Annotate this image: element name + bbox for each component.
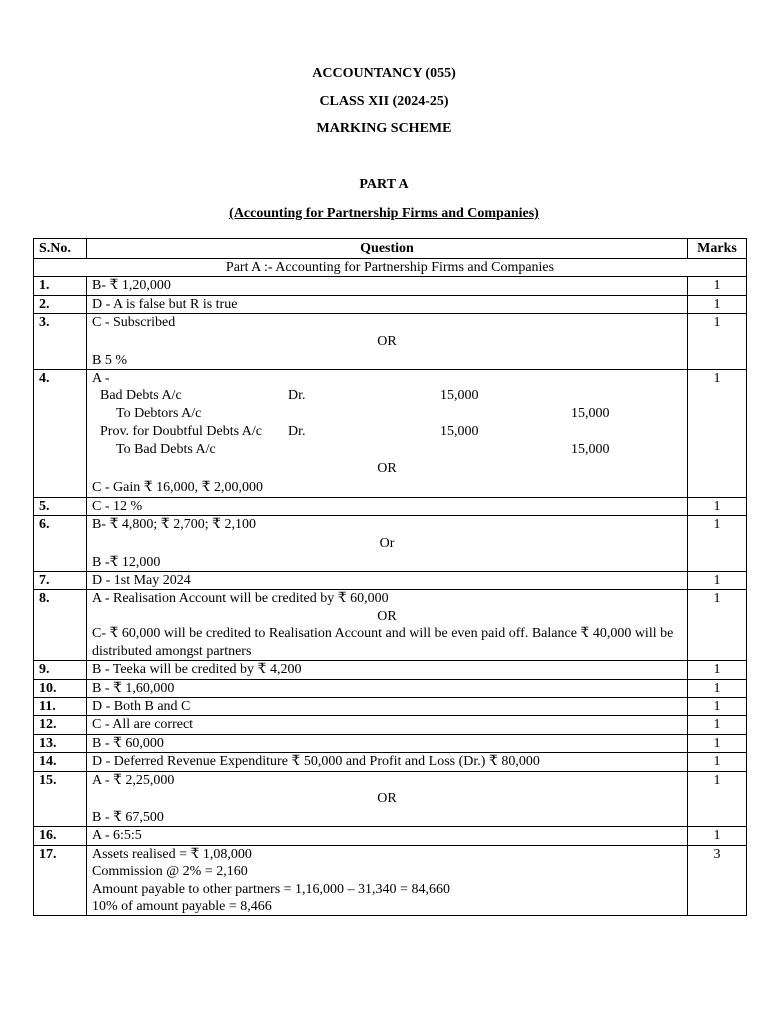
table-row-6 bbox=[34, 516, 747, 572]
journal-account: To Debtors A/c bbox=[116, 406, 202, 422]
row-marks: 1 bbox=[688, 370, 747, 498]
table-row-11 bbox=[34, 697, 747, 715]
column-header-marks: Marks bbox=[688, 239, 747, 259]
document-title: MARKING SCHEME bbox=[316, 121, 452, 136]
row-answer-cell bbox=[87, 590, 688, 661]
row-answer: B - Teeka will be credited by ₹ 4,200 bbox=[87, 661, 688, 679]
journal-account: Prov. for Doubtful Debts A/c bbox=[100, 424, 263, 440]
row-marks: 1 bbox=[688, 516, 747, 572]
or-separator: OR bbox=[377, 461, 397, 477]
journal-debit-amount: 15,000 bbox=[440, 424, 479, 440]
table-row-10 bbox=[34, 679, 747, 697]
row-answer-cell bbox=[87, 370, 688, 498]
or-separator: OR bbox=[377, 333, 397, 349]
part-description: (Accounting for Partnership Firms and Companies) bbox=[229, 206, 539, 221]
section-title: Part A :- Accounting for Partnership Firms and Companies bbox=[34, 259, 747, 277]
working-line: Amount payable to other partners = 1,16,000 – 31,340 = 84,660 bbox=[92, 881, 450, 897]
row-sno: 12. bbox=[34, 716, 87, 734]
answer-option-a: A - bbox=[92, 371, 110, 387]
row-answer-cell bbox=[87, 771, 688, 827]
row-marks: 1 bbox=[688, 679, 747, 697]
row-marks: 1 bbox=[688, 716, 747, 734]
row-sno: 15. bbox=[34, 771, 87, 827]
or-separator: Or bbox=[379, 535, 395, 551]
answer-option-a: A - Realisation Account will be credited by ₹ 60,000 bbox=[92, 591, 389, 607]
journal-account: Bad Debts A/c bbox=[100, 388, 182, 404]
working-line: Assets realised = ₹ 1,08,000 bbox=[92, 846, 252, 862]
table-row-9 bbox=[34, 661, 747, 679]
row-answer-cell bbox=[87, 845, 688, 916]
answer-option-b: C - Gain ₹ 16,000, ₹ 2,00,000 bbox=[92, 480, 264, 496]
section-row bbox=[34, 259, 747, 277]
table-row-8 bbox=[34, 590, 747, 661]
row-marks: 1 bbox=[688, 497, 747, 515]
row-marks: 1 bbox=[688, 827, 747, 845]
table-row-15 bbox=[34, 771, 747, 827]
row-sno: 2. bbox=[34, 295, 87, 313]
row-sno: 11. bbox=[34, 697, 87, 715]
row-sno: 7. bbox=[34, 572, 87, 590]
row-answer: D - A is false but R is true bbox=[87, 295, 688, 313]
journal-credit-amount: 15,000 bbox=[571, 442, 610, 458]
row-answer: D - Both B and C bbox=[87, 697, 688, 715]
row-sno: 4. bbox=[34, 370, 87, 498]
row-sno: 16. bbox=[34, 827, 87, 845]
table-row-7 bbox=[34, 572, 747, 590]
row-sno: 17. bbox=[34, 845, 87, 916]
row-answer: A - 6:5:5 bbox=[87, 827, 688, 845]
class-title: CLASS XII (2024-25) bbox=[319, 94, 449, 109]
row-answer: B- ₹ 1,20,000 bbox=[87, 277, 688, 295]
row-answer: D - 1st May 2024 bbox=[87, 572, 688, 590]
row-marks: 1 bbox=[688, 753, 747, 771]
part-title: PART A bbox=[359, 177, 409, 192]
journal-entry-line bbox=[92, 441, 682, 459]
row-sno: 8. bbox=[34, 590, 87, 661]
table-row-3 bbox=[34, 314, 747, 370]
table-row-1 bbox=[34, 277, 747, 295]
row-answer-cell bbox=[87, 314, 688, 370]
row-answer-cell bbox=[87, 516, 688, 572]
answer-option-b: B -₹ 12,000 bbox=[92, 554, 161, 570]
journal-entry-line bbox=[92, 387, 682, 405]
table-row-2 bbox=[34, 295, 747, 313]
row-answer: C - All are correct bbox=[87, 716, 688, 734]
table-row-17 bbox=[34, 845, 747, 916]
row-marks: 1 bbox=[688, 277, 747, 295]
row-marks: 1 bbox=[688, 590, 747, 661]
row-sno: 6. bbox=[34, 516, 87, 572]
journal-dr: Dr. bbox=[288, 424, 306, 440]
marking-scheme-table bbox=[33, 238, 747, 916]
answer-option-b: B - ₹ 67,500 bbox=[92, 809, 164, 825]
working-line: Commission @ 2% = 2,160 bbox=[92, 864, 248, 880]
journal-credit-amount: 15,000 bbox=[571, 406, 610, 422]
row-marks: 1 bbox=[688, 295, 747, 313]
row-answer: C - 12 % bbox=[87, 497, 688, 515]
journal-entry-line bbox=[92, 405, 682, 423]
journal-debit-amount: 15,000 bbox=[440, 388, 479, 404]
answer-option-b: B 5 % bbox=[92, 352, 127, 368]
or-separator: OR bbox=[377, 608, 397, 624]
row-sno: 9. bbox=[34, 661, 87, 679]
row-marks: 1 bbox=[688, 734, 747, 752]
row-answer: B - ₹ 1,60,000 bbox=[87, 679, 688, 697]
table-header-row bbox=[34, 239, 747, 259]
answer-option-b: C- ₹ 60,000 will be credited to Realisation Account and will be even paid off. Balance ₹ 40,000 will be distributed amongst partners bbox=[92, 626, 674, 659]
row-sno: 5. bbox=[34, 497, 87, 515]
journal-entry-line bbox=[92, 423, 682, 441]
answer-option-a: C - Subscribed bbox=[92, 315, 176, 331]
table-row-4 bbox=[34, 370, 747, 498]
row-sno: 3. bbox=[34, 314, 87, 370]
journal-account: To Bad Debts A/c bbox=[116, 442, 216, 458]
row-marks: 3 bbox=[688, 845, 747, 916]
answer-option-a: A - ₹ 2,25,000 bbox=[92, 772, 175, 788]
row-answer: D - Deferred Revenue Expenditure ₹ 50,000 and Profit and Loss (Dr.) ₹ 80,000 bbox=[87, 753, 688, 771]
row-marks: 1 bbox=[688, 661, 747, 679]
or-separator: OR bbox=[377, 790, 397, 806]
table-row-5 bbox=[34, 497, 747, 515]
table-row-16 bbox=[34, 827, 747, 845]
answer-option-a: B- ₹ 4,800; ₹ 2,700; ₹ 2,100 bbox=[92, 517, 257, 533]
row-sno: 1. bbox=[34, 277, 87, 295]
table-row-13 bbox=[34, 734, 747, 752]
column-header-sno: S.No. bbox=[34, 239, 87, 259]
row-marks: 1 bbox=[688, 697, 747, 715]
row-sno: 14. bbox=[34, 753, 87, 771]
row-sno: 10. bbox=[34, 679, 87, 697]
column-header-question: Question bbox=[87, 239, 688, 259]
row-sno: 13. bbox=[34, 734, 87, 752]
journal-dr: Dr. bbox=[288, 388, 306, 404]
working-line: 10% of amount payable = 8,466 bbox=[92, 898, 272, 914]
row-answer: B - ₹ 60,000 bbox=[87, 734, 688, 752]
subject-title: ACCOUNTANCY (055) bbox=[312, 66, 456, 81]
table-row-12 bbox=[34, 716, 747, 734]
row-marks: 1 bbox=[688, 771, 747, 827]
row-marks: 1 bbox=[688, 572, 747, 590]
table-row-14 bbox=[34, 753, 747, 771]
row-marks: 1 bbox=[688, 314, 747, 370]
